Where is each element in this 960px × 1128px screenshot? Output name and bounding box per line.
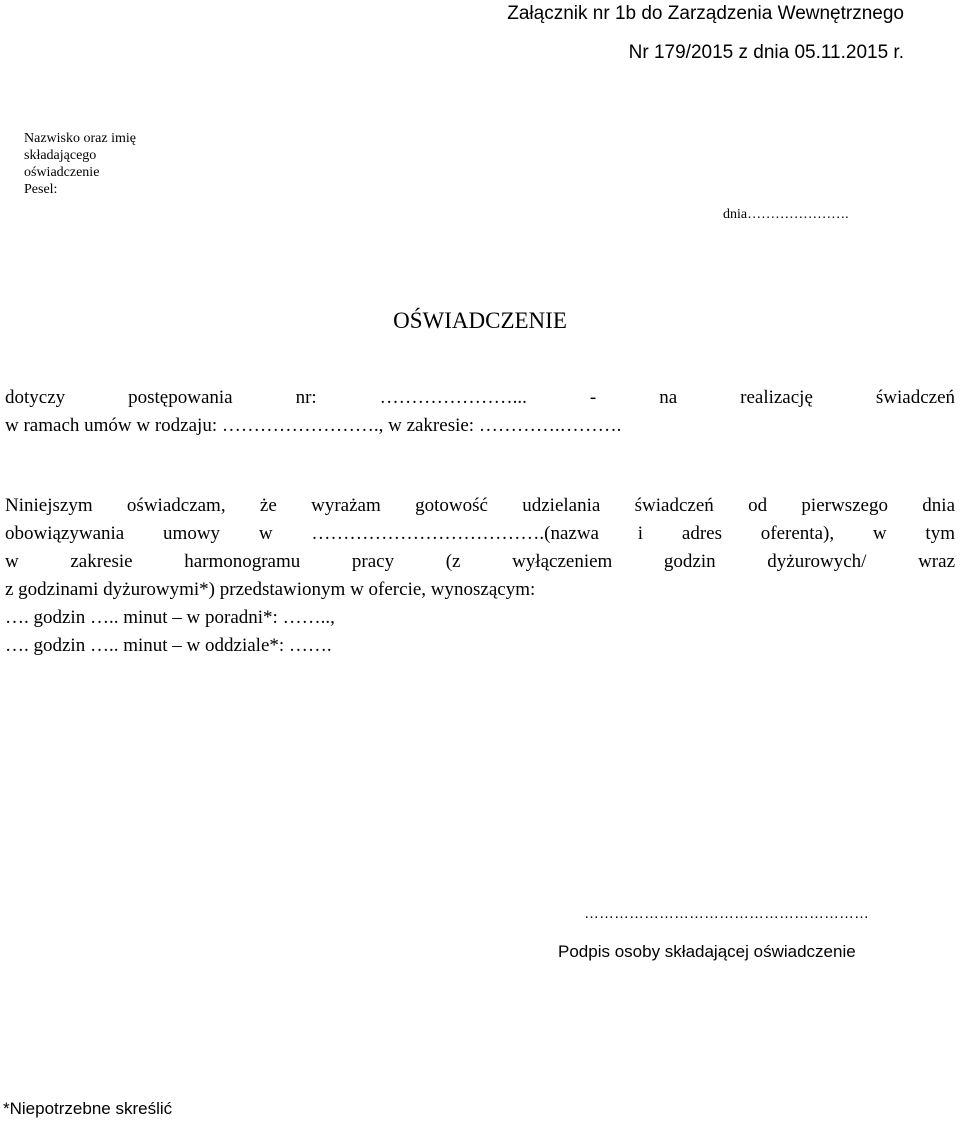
attachment-title: Załącznik nr 1b do Zarządzenia Wewnętrznego bbox=[507, 3, 904, 24]
applicant-submitter-label: składającego bbox=[24, 148, 97, 163]
attachment-reference: Nr 179/2015 z dnia 05.11.2015 r. bbox=[628, 42, 904, 63]
clinic-hours-line: …. godzin ….. minut – w poradni*: …….., bbox=[5, 607, 335, 628]
applicant-name-label: Nazwisko oraz imię bbox=[24, 131, 136, 146]
procedure-line-1: dotyczy postępowania nr: …………………... - na realizację świadczeń bbox=[5, 387, 955, 408]
applicant-declaration-label: oświadczenie bbox=[24, 165, 100, 180]
declaration-line-1: Niniejszym oświadczam, że wyrażam gotowość udzielania świadczeń od pierwszego dnia bbox=[5, 495, 955, 516]
document-title: OŚWIADCZENIE bbox=[393, 308, 567, 333]
signature-line: ………………………………………………… bbox=[584, 905, 869, 922]
declaration-line-4: z godzinami dyżurowymi*) przedstawionym w ofercie, wynoszącym: bbox=[5, 579, 536, 600]
declaration-line-2: obowiązywania umowy w ……………………………….(nazwa i adres oferenta), w tym bbox=[5, 523, 955, 544]
date-field: dnia…………………. bbox=[723, 207, 849, 222]
footnote: *Niepotrzebne skreślić bbox=[3, 1099, 173, 1118]
ward-hours-line: …. godzin ….. minut – w oddziale*: ……. bbox=[5, 635, 332, 656]
procedure-line-2: w ramach umów w rodzaju: ……………………., w zakresie: ………….………. bbox=[5, 415, 622, 436]
declaration-line-3: w zakresie harmonogramu pracy (z wyłączeniem godzin dyżurowych/ wraz bbox=[5, 551, 955, 572]
signature-caption: Podpis osoby składającej oświadczenie bbox=[558, 942, 856, 961]
pesel-label: Pesel: bbox=[24, 182, 58, 197]
